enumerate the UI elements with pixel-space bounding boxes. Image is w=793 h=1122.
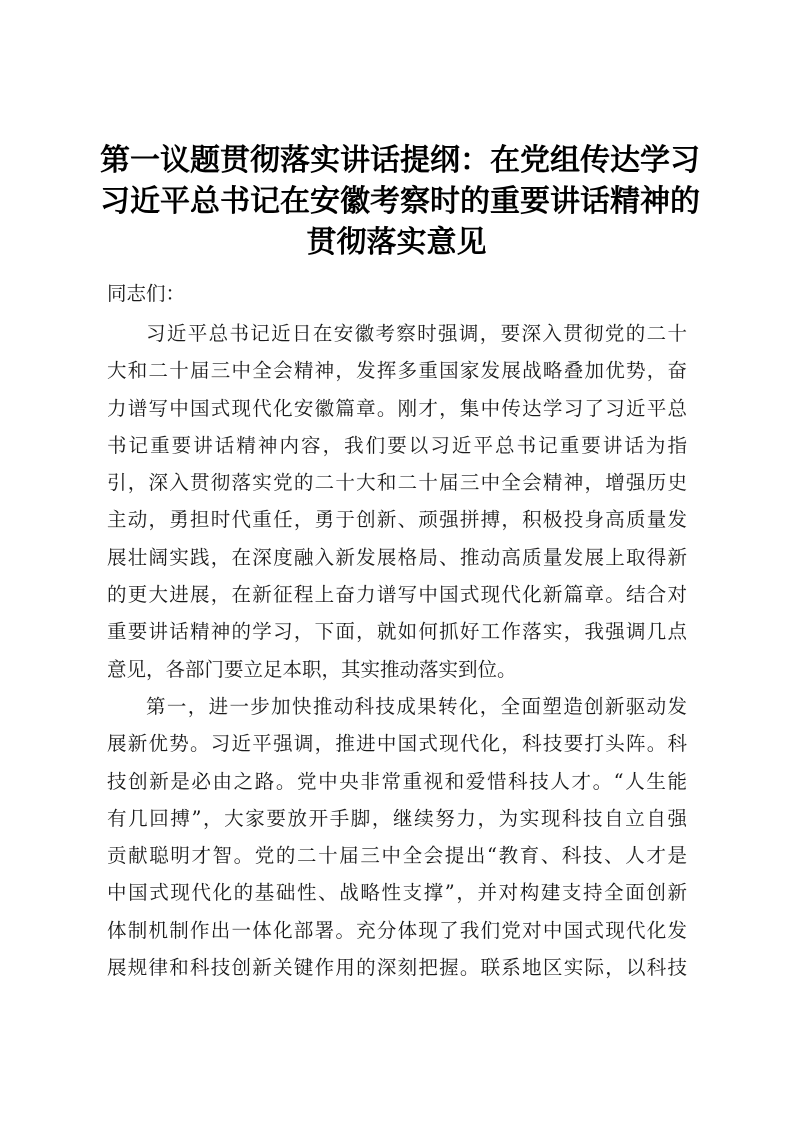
paragraph-line: 有几回搏”，大家要放开手脚，继续努力，为实现科技自立自强	[107, 806, 687, 830]
paragraph-line: 习近平总书记近日在安徽考察时强调，要深入贯彻党的二十	[146, 322, 687, 345]
document-title	[100, 140, 700, 263]
title-line: 习近平总书记在安徽考察时的重要讲话精神的	[100, 184, 700, 219]
paragraph-line: 意见，各部门要立足本职，其实推动落实到位。	[107, 657, 517, 681]
paragraph-line: 主动，勇担时代重任，勇于创新、顽强拼搏，积极投身高质量发	[107, 508, 687, 532]
paragraph-line: 的更大进展，在新征程上奋力谱写中国式现代化新篇章。结合对	[107, 583, 687, 607]
paragraph-line: 展规律和科技创新关键作用的深刻把握。联系地区实际，以科技	[107, 956, 687, 980]
paragraph-line: 第一，进一步加快推动科技成果转化，全面塑造创新驱动发	[146, 694, 687, 718]
paragraph-first-point	[107, 688, 687, 986]
paragraph-line: 技创新是必由之路。党中央非常重视和爱惜科技人才。“人生能	[107, 769, 687, 793]
paragraph-line: 力谱写中国式现代化安徽篇章。刚才，集中传达学习了习近平总	[107, 396, 687, 420]
paragraph-line: 展壮阔实践，在深度融入新发展格局、推动高质量发展上取得新	[107, 545, 687, 569]
title-line: 贯彻落实意见	[306, 225, 487, 260]
paragraph-line: 贡献聪明才智。党的二十届三中全会提出“教育、科技、人才是	[107, 844, 687, 868]
paragraph-line: 体制机制作出一体化部署。充分体现了我们党对中国式现代化发	[107, 918, 687, 942]
paragraph-intro	[107, 315, 687, 688]
salutation: 同志们：	[107, 282, 186, 305]
paragraph-line: 引，深入贯彻落实党的二十大和二十届三中全会精神，增强历史	[107, 471, 687, 495]
paragraph-line: 中国式现代化的基础性、战略性支撑”，并对构建支持全面创新	[107, 881, 687, 905]
document-body	[107, 277, 687, 986]
paragraph-line: 书记重要讲话精神内容，我们要以习近平总书记重要讲话为指	[107, 433, 687, 457]
paragraph-line: 展新优势。习近平强调，推进中国式现代化，科技要打头阵。科	[107, 732, 687, 756]
paragraph-line: 大和二十届三中全会精神，发挥多重国家发展战略叠加优势，奋	[107, 359, 687, 383]
paragraph-line: 重要讲话精神的学习，下面，就如何抓好工作落实，我强调几点	[107, 620, 687, 644]
title-line: 第一议题贯彻落实讲话提纲：在党组传达学习	[100, 143, 700, 178]
